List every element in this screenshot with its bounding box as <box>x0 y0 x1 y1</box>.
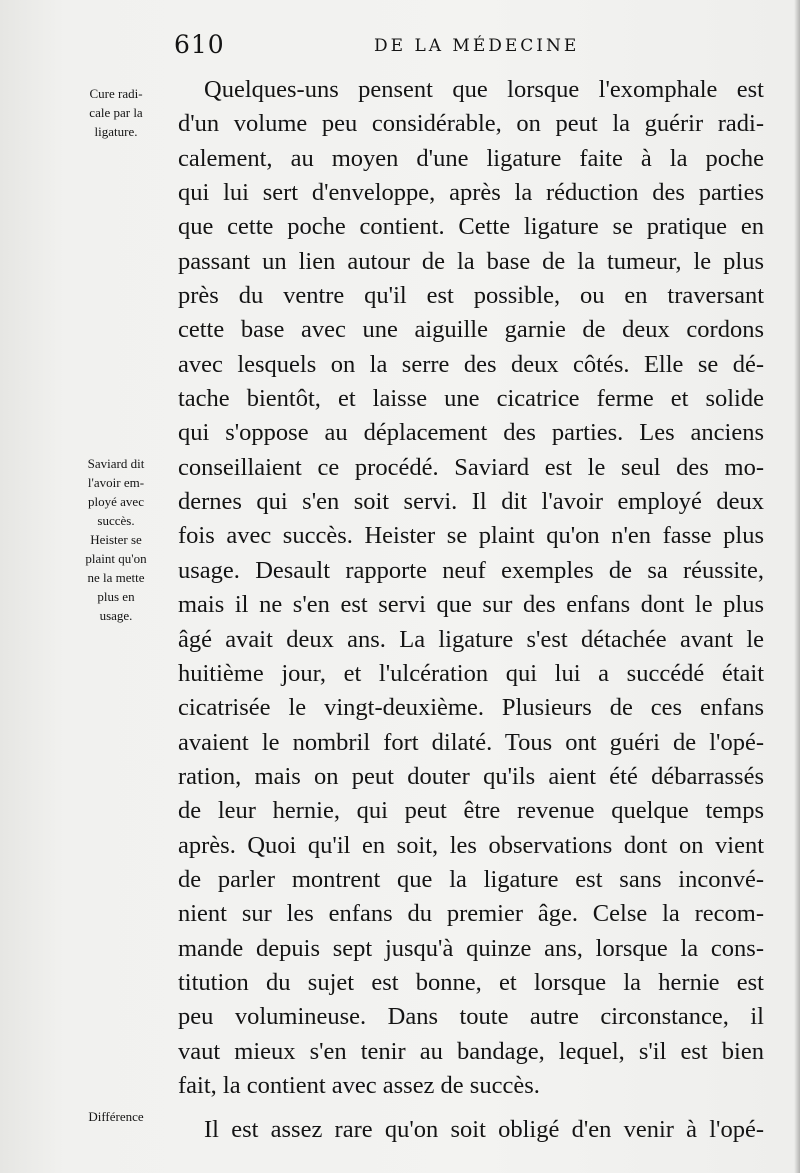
text-line: mais il ne s'en est servi que sur des enfans dont le plus <box>178 591 764 619</box>
text-line: Il est assez rare qu'on soit obligé d'en venir à l'opé- <box>204 1116 764 1144</box>
text-line: fois avec succès. Heister se plaint qu'on n'en fasse plus <box>178 522 764 550</box>
sidenote-line: Saviard dit <box>87 456 145 471</box>
text-line: d'un volume peu considérable, on peut la guérir radi- <box>178 110 764 138</box>
text-line: après. Quoi qu'il en soit, les observations dont on vient <box>178 831 764 859</box>
page-header <box>174 30 764 62</box>
text-line: conseillaient ce procédé. Saviard est le seul des mo- <box>178 453 764 481</box>
sidenote-line: cale par la <box>89 105 143 120</box>
sidenote-cure-radicale <box>62 84 170 141</box>
text-line: mande depuis sept jusqu'à quinze ans, lorsque la cons- <box>178 934 764 962</box>
text-line: calement, au moyen d'une ligature faite à la poche <box>178 144 764 172</box>
text-line: qui lui sert d'enveloppe, après la réduction des parties <box>178 179 764 207</box>
text-line: vaut mieux s'en tenir au bandage, lequel, s'il est bien <box>178 1037 764 1065</box>
text-line: tache bientôt, et laisse une cicatrice ferme et solide <box>178 385 764 413</box>
text-line: cette base avec une aiguille garnie de deux cordons <box>178 316 764 344</box>
text-line: huitième jour, et l'ulcération qui lui a succédé était <box>178 659 764 687</box>
text-line: de parler montrent que la ligature est sans inconvé- <box>178 865 764 893</box>
sidenote-line: ne la mette <box>87 570 145 585</box>
text-line: âgé avait deux ans. La ligature s'est détachée avant le <box>178 625 764 653</box>
body-text <box>178 73 764 1148</box>
text-line: usage. Desault rapporte neuf exemples de sa réussite, <box>178 556 764 584</box>
sidenote-saviard <box>62 454 170 625</box>
text-line: nient sur les enfans du premier âge. Celse la recom- <box>178 900 764 928</box>
text-line: titution du sujet est bonne, et lorsque la hernie est <box>178 968 764 996</box>
sidenote-line: plus en <box>97 589 135 604</box>
text-line: qui s'oppose au déplacement des parties. Les anciens <box>178 419 764 447</box>
text-line: dernes qui s'en soit servi. Il dit l'avoir employé deux <box>178 488 764 516</box>
text-line: avaient le nombril fort dilaté. Tous ont guéri de l'opé- <box>178 728 764 756</box>
text-line: avec lesquels on la serre des deux côtés. Elle se dé- <box>178 350 764 378</box>
sidenote-line: Différence <box>88 1109 144 1124</box>
text-line: que cette poche contient. Cette ligature se pratique en <box>178 213 764 241</box>
sidenote-difference <box>62 1107 170 1126</box>
sidenote-line: succès. <box>97 513 135 528</box>
text-line: ration, mais on peut douter qu'ils aient été débarrassés <box>178 762 764 790</box>
text-line: Quelques-uns pensent que lorsque l'exomphale est <box>204 76 764 103</box>
running-head: DE LA MÉDECINE <box>374 36 580 56</box>
text-line: cicatrisée le vingt-deuxième. Plusieurs de ces enfans <box>178 694 764 722</box>
text-line: passant un lien autour de la base de la tumeur, le plus <box>178 247 764 275</box>
sidenote-line: Cure radi- <box>89 86 143 101</box>
page-edge-shadow <box>794 0 800 1173</box>
sidenote-line: usage. <box>99 608 133 623</box>
sidenote-line: Heister se <box>90 532 142 547</box>
text-line: peu volumineuse. Dans toute autre circonstance, il <box>178 1003 764 1031</box>
sidenote-line: l'avoir em- <box>87 475 145 490</box>
sidenote-line: plaint qu'on <box>85 551 147 566</box>
text-line: de leur hernie, qui peut être revenue quelque temps <box>178 797 764 825</box>
text-line: près du ventre qu'il est possible, ou en traversant <box>178 282 764 310</box>
sidenote-line: ligature. <box>94 124 138 139</box>
text-line: fait, la contient avec assez de succès. <box>178 1071 540 1099</box>
sidenote-line: ployé avec <box>88 494 144 509</box>
page-number: 610 <box>174 30 225 59</box>
